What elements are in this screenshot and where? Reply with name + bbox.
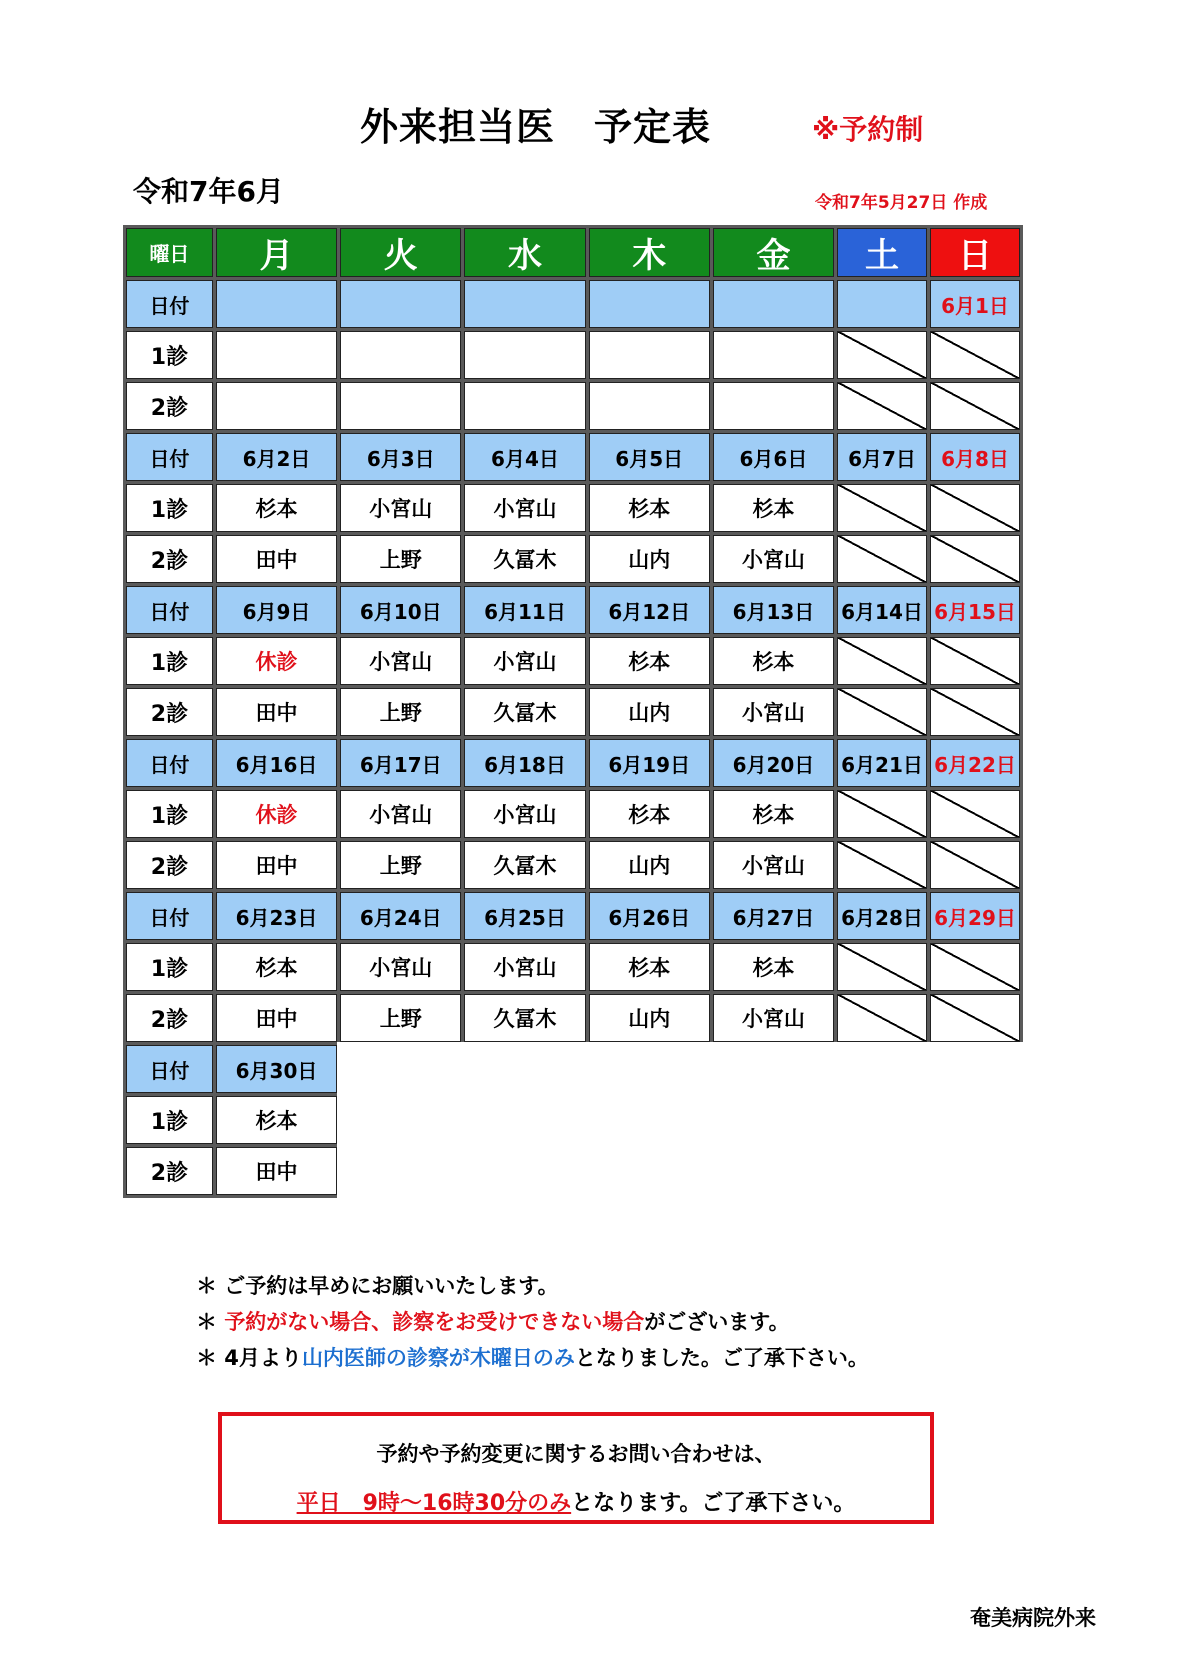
doctor-row-first (126, 637, 1020, 685)
empty-cell (930, 1045, 1020, 1093)
doctor-cell (464, 331, 585, 379)
doctor-cell: 山内 (589, 841, 710, 889)
date-cell: 6月26日 (589, 892, 710, 940)
doctor-cell: 杉本 (713, 943, 834, 991)
empty-cell (837, 1147, 927, 1195)
date-cell: 6月27日 (713, 892, 834, 940)
note-1: ＊ ご予約は早めにお願いいたします。 (196, 1274, 559, 1298)
date-cell (837, 280, 927, 328)
date-row (126, 586, 1020, 634)
date-cell: 6月13日 (713, 586, 834, 634)
note-2 (196, 1306, 790, 1336)
row-label-second: 2診 (126, 994, 213, 1042)
date-cell: 6月3日 (340, 433, 461, 481)
contact-line-2-rest: となります。ご了承下さい。 (571, 1491, 856, 1516)
row-label-second: 2診 (126, 688, 213, 736)
weekday-6: 日 (930, 228, 1020, 277)
empty-cell (713, 1147, 834, 1195)
doctor-cell: 久冨木 (464, 841, 585, 889)
date-row (126, 739, 1020, 787)
note-3-blue: 山内医師の診察が木曜日のみ (301, 1346, 575, 1370)
doctor-cell: 小宮山 (340, 943, 461, 991)
date-cell: 6月15日 (930, 586, 1020, 634)
row-label-first: 1診 (126, 1096, 213, 1144)
doctor-cell: 上野 (340, 535, 461, 583)
closed-cell (837, 484, 927, 532)
doctor-cell: 小宮山 (713, 535, 834, 583)
closed-cell (930, 484, 1020, 532)
doctor-cell: 上野 (340, 688, 461, 736)
doctor-cell (216, 331, 337, 379)
page-title: 外来担当医 予定表 (360, 105, 712, 149)
date-cell: 6月30日 (216, 1045, 337, 1093)
date-cell: 6月28日 (837, 892, 927, 940)
empty-cell (837, 1045, 927, 1093)
row-label-first: 1診 (126, 484, 213, 532)
doctor-cell (589, 331, 710, 379)
weekday-2: 水 (464, 228, 585, 277)
row-label-date: 日付 (126, 892, 213, 940)
row-label-date: 日付 (126, 586, 213, 634)
doctor-row-second (126, 382, 1020, 430)
doctor-cell (340, 331, 461, 379)
closed-cell (837, 841, 927, 889)
doctor-cell (589, 382, 710, 430)
doctor-row-second (126, 1147, 1020, 1195)
doctor-cell: 上野 (340, 994, 461, 1042)
weekday-0: 月 (216, 228, 337, 277)
doctor-row-second (126, 535, 1020, 583)
doctor-cell: 杉本 (589, 943, 710, 991)
doctor-cell: 上野 (340, 841, 461, 889)
doctor-cell: 田中 (216, 535, 337, 583)
date-cell: 6月18日 (464, 739, 585, 787)
schedule-table (123, 225, 1023, 1198)
doctor-cell: 杉本 (216, 943, 337, 991)
closed-cell (930, 943, 1020, 991)
row-label-first: 1診 (126, 790, 213, 838)
date-cell: 6月5日 (589, 433, 710, 481)
date-cell (713, 280, 834, 328)
date-cell: 6月23日 (216, 892, 337, 940)
weekday-4: 金 (713, 228, 834, 277)
empty-cell (464, 1096, 585, 1144)
row-label-date: 日付 (126, 739, 213, 787)
doctor-cell: 小宮山 (713, 994, 834, 1042)
row-label-date: 日付 (126, 280, 213, 328)
weekday-5: 土 (837, 228, 927, 277)
weekday-3: 木 (589, 228, 710, 277)
doctor-cell: 小宮山 (713, 841, 834, 889)
date-cell: 6月20日 (713, 739, 834, 787)
closed-cell (837, 331, 927, 379)
doctor-cell: 小宮山 (464, 484, 585, 532)
doctor-cell (216, 382, 337, 430)
note-2-red: 予約がない場合、診察をお受けできない場合 (224, 1310, 645, 1334)
empty-cell (930, 1096, 1020, 1144)
doctor-cell: 山内 (589, 535, 710, 583)
doctor-cell: 小宮山 (340, 484, 461, 532)
empty-cell (340, 1147, 461, 1195)
closed-cell (837, 382, 927, 430)
note-3-start: ＊ 4月より (196, 1346, 302, 1370)
doctor-cell: 杉本 (713, 637, 834, 685)
reservation-note: ※予約制 (812, 113, 924, 146)
doctor-row-second (126, 994, 1020, 1042)
date-cell: 6月2日 (216, 433, 337, 481)
empty-cell (464, 1147, 585, 1195)
closed-cell (837, 637, 927, 685)
doctor-cell: 杉本 (216, 484, 337, 532)
date-cell: 6月16日 (216, 739, 337, 787)
row-label-first: 1診 (126, 637, 213, 685)
doctor-cell: 田中 (216, 841, 337, 889)
doctor-cell: 杉本 (216, 1096, 337, 1144)
row-label-second: 2診 (126, 535, 213, 583)
date-cell: 6月21日 (837, 739, 927, 787)
date-cell: 6月12日 (589, 586, 710, 634)
closed-cell (837, 943, 927, 991)
doctor-row-first (126, 790, 1020, 838)
weekday-header-row (126, 228, 1020, 277)
date-cell: 6月25日 (464, 892, 585, 940)
doctor-cell: 小宮山 (464, 637, 585, 685)
closed-cell (837, 790, 927, 838)
date-cell: 6月1日 (930, 280, 1020, 328)
contact-line-1: 予約や予約変更に関するお問い合わせは、 (376, 1442, 776, 1466)
empty-cell (837, 1096, 927, 1144)
doctor-cell: 杉本 (589, 790, 710, 838)
date-cell (589, 280, 710, 328)
closed-cell (930, 841, 1020, 889)
row-label-second: 2診 (126, 841, 213, 889)
empty-cell (589, 1045, 710, 1093)
date-row (126, 280, 1020, 328)
empty-cell (589, 1147, 710, 1195)
closed-cell (930, 637, 1020, 685)
doctor-cell: 久冨木 (464, 688, 585, 736)
doctor-cell: 山内 (589, 994, 710, 1042)
date-cell: 6月4日 (464, 433, 585, 481)
doctor-row-first (126, 331, 1020, 379)
date-cell: 6月17日 (340, 739, 461, 787)
row-label-first: 1診 (126, 943, 213, 991)
created-date: 令和7年5月27日 作成 (815, 193, 988, 213)
date-cell: 6月8日 (930, 433, 1020, 481)
doctor-cell: 杉本 (589, 637, 710, 685)
date-cell: 6月22日 (930, 739, 1020, 787)
doctor-cell: 久冨木 (464, 994, 585, 1042)
date-row (126, 892, 1020, 940)
doctor-cell: 小宮山 (464, 943, 585, 991)
empty-cell (340, 1096, 461, 1144)
date-cell: 6月10日 (340, 586, 461, 634)
row-label-second: 2診 (126, 1147, 213, 1195)
date-cell: 6月29日 (930, 892, 1020, 940)
closed-cell (930, 688, 1020, 736)
date-row (126, 433, 1020, 481)
note-2-rest: がございます。 (644, 1310, 790, 1334)
doctor-cell: 久冨木 (464, 535, 585, 583)
closed-cell (837, 994, 927, 1042)
contact-box (218, 1412, 934, 1524)
empty-cell (589, 1096, 710, 1144)
empty-cell (713, 1096, 834, 1144)
doctor-cell: 杉本 (713, 484, 834, 532)
empty-cell (930, 1147, 1020, 1195)
month-label: 令和7年6月 (133, 175, 284, 208)
doctor-cell: 休診 (216, 637, 337, 685)
date-cell: 6月11日 (464, 586, 585, 634)
doctor-cell: 小宮山 (340, 637, 461, 685)
doctor-cell: 休診 (216, 790, 337, 838)
closed-cell (930, 331, 1020, 379)
date-cell (216, 280, 337, 328)
doctor-cell (713, 331, 834, 379)
empty-cell (340, 1045, 461, 1093)
doctor-cell: 小宮山 (464, 790, 585, 838)
doctor-cell: 小宮山 (713, 688, 834, 736)
doctor-row-first (126, 484, 1020, 532)
doctor-cell: 杉本 (589, 484, 710, 532)
date-cell: 6月6日 (713, 433, 834, 481)
doctor-cell: 田中 (216, 688, 337, 736)
contact-hours: 平日 9時～16時30分のみ (296, 1491, 572, 1516)
weekday-corner: 曜日 (126, 228, 213, 277)
doctor-cell: 杉本 (713, 790, 834, 838)
footer-department: 奄美病院外来 (970, 1606, 1096, 1630)
row-label-second: 2診 (126, 382, 213, 430)
closed-cell (837, 688, 927, 736)
date-cell: 6月14日 (837, 586, 927, 634)
doctor-cell: 田中 (216, 994, 337, 1042)
date-row (126, 1045, 1020, 1093)
closed-cell (930, 790, 1020, 838)
row-label-date: 日付 (126, 433, 213, 481)
empty-cell (464, 1045, 585, 1093)
closed-cell (930, 994, 1020, 1042)
contact-line-2 (222, 1486, 930, 1517)
date-cell: 6月19日 (589, 739, 710, 787)
row-label-first: 1診 (126, 331, 213, 379)
closed-cell (930, 535, 1020, 583)
date-cell: 6月24日 (340, 892, 461, 940)
closed-cell (930, 382, 1020, 430)
doctor-row-second (126, 688, 1020, 736)
doctor-row-second (126, 841, 1020, 889)
doctor-row-first (126, 943, 1020, 991)
date-cell: 6月7日 (837, 433, 927, 481)
weekday-1: 火 (340, 228, 461, 277)
doctor-cell: 小宮山 (340, 790, 461, 838)
row-label-date: 日付 (126, 1045, 213, 1093)
doctor-row-first (126, 1096, 1020, 1144)
note-3-rest: となりました。ご了承下さい。 (574, 1346, 869, 1370)
closed-cell (837, 535, 927, 583)
note-3 (196, 1342, 869, 1372)
note-2-star: ＊ (196, 1310, 225, 1334)
doctor-cell (713, 382, 834, 430)
date-cell (464, 280, 585, 328)
doctor-cell: 田中 (216, 1147, 337, 1195)
doctor-cell: 山内 (589, 688, 710, 736)
date-cell: 6月9日 (216, 586, 337, 634)
date-cell (340, 280, 461, 328)
doctor-cell (464, 382, 585, 430)
doctor-cell (340, 382, 461, 430)
empty-cell (713, 1045, 834, 1093)
